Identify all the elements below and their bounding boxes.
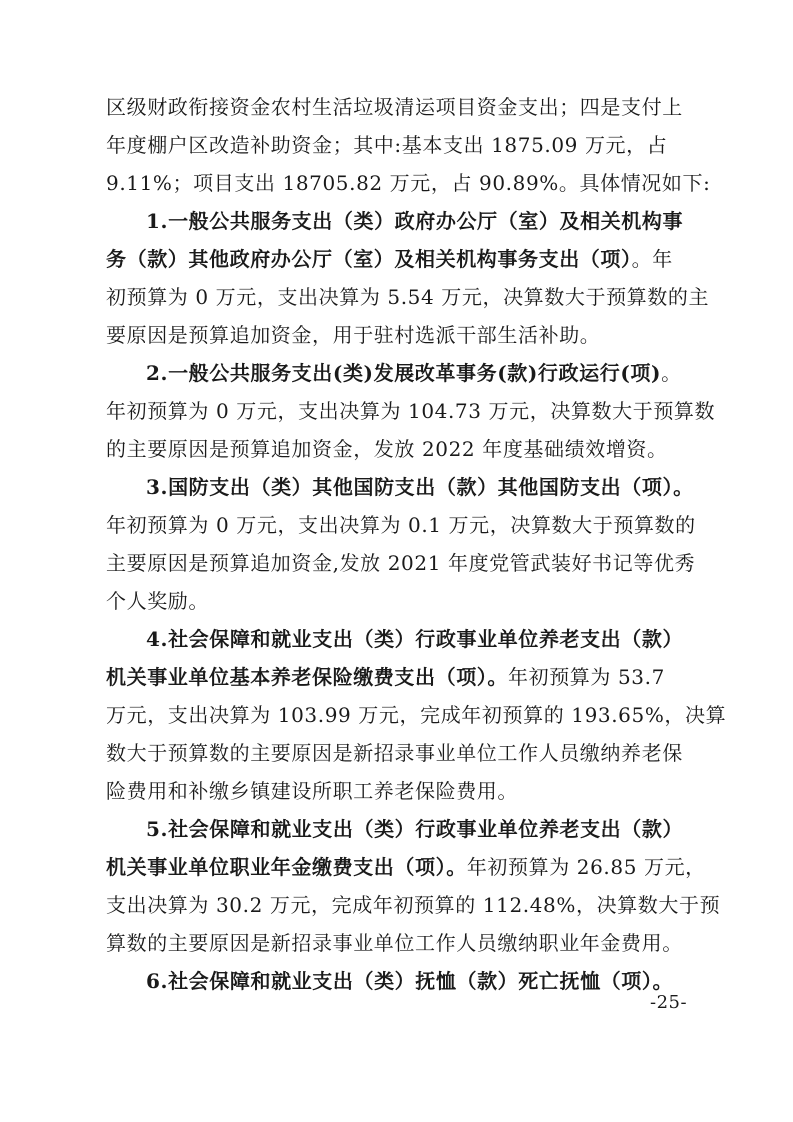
text-segment: 的主要原因是预算追加资金，发放 2022 年度基础绩效增资。	[106, 437, 668, 461]
text-line	[106, 240, 690, 278]
text-segment: 年初预算为 0 万元，支出决算为 0.1 万元，决算数大于预算数的	[106, 513, 696, 537]
text-segment: 初预算为 0 万元，支出决算为 5.54 万元，决算数大于预算数的主	[106, 285, 710, 309]
text-line	[106, 278, 710, 316]
text-line	[106, 354, 690, 392]
bold-text-segment: 1.一般公共服务支出（类）政府办公厅（室）及相关机构事	[146, 209, 684, 233]
text-line	[106, 544, 696, 582]
text-line	[106, 810, 690, 848]
bold-text-segment: 5.社会保障和就业支出（类）行政事业单位养老支出（款）	[146, 817, 684, 841]
text-segment: 数大于预算数的主要原因是新招录事业单位工作人员缴纳养老保	[106, 741, 683, 765]
text-segment: 要原因是预算追加资金，用于驻村选派干部生活补助。	[106, 323, 601, 347]
text-line	[106, 620, 690, 658]
bold-text-segment: 4.社会保障和就业支出（类）行政事业单位养老支出（款）	[146, 627, 684, 651]
text-line	[106, 126, 690, 164]
page-number: -25-	[650, 992, 688, 1013]
text-segment: 年初预算为 26.85 万元，	[466, 855, 706, 879]
text-line	[106, 392, 716, 430]
text-line	[106, 696, 727, 734]
bold-text-segment: 务（款）其他政府办公厅（室）及相关机构事务支出（项）	[106, 247, 632, 271]
text-segment: 年初预算为 0 万元，支出决算为 104.73 万元，决算数大于预算数	[106, 399, 716, 423]
text-line	[106, 658, 690, 696]
text-line	[106, 848, 706, 886]
text-segment: 算数的主要原因是新招录事业单位工作人员缴纳职业年金费用。	[106, 931, 683, 955]
text-segment: 万元，支出决算为 103.99 万元，完成年初预算的 193.65%，决算	[106, 703, 727, 727]
bold-text-segment: 3.国防支出（类）其他国防支出（款）其他国防支出（项）。	[146, 475, 694, 499]
bold-text-segment: 6.社会保障和就业支出（类）抚恤（款）死亡抚恤（项）。	[146, 969, 674, 993]
text-segment: 年初预算为 53.7	[508, 665, 665, 689]
text-line	[106, 430, 690, 468]
bold-text-segment: 机关事业单位职业年金缴费支出（项）。	[106, 855, 467, 879]
text-segment: 。年	[631, 247, 673, 271]
text-line	[106, 468, 694, 506]
text-line	[106, 506, 696, 544]
text-line	[106, 962, 690, 1000]
text-segment: 主要原因是预算追加资金,发放 2021 年度党管武装好书记等优秀	[106, 551, 696, 575]
document-body	[106, 88, 727, 1000]
text-segment: 险费用和补缴乡镇建设所职工养老保险费用。	[106, 779, 518, 803]
text-line	[106, 88, 690, 126]
bold-text-segment: 机关事业单位基本养老保险缴费支出（项）。	[106, 665, 508, 689]
text-segment: 年度棚户区改造补助资金；其中:基本支出 1875.09 万元，占	[106, 133, 668, 157]
text-line	[106, 886, 721, 924]
text-line	[106, 734, 690, 772]
text-segment: 支出决算为 30.2 万元，完成年初预算的 112.48%，决算数大于预	[106, 893, 721, 917]
text-line	[106, 582, 690, 620]
text-segment: 。	[661, 361, 682, 385]
text-segment: 区级财政衔接资金农村生活垃圾清运项目资金支出；四是支付上	[106, 95, 683, 119]
text-segment: 9.11%；项目支出 18705.82 万元，占 90.89%。具体情况如下:	[106, 171, 711, 195]
bold-text-segment: 2.一般公共服务支出(类)发展改革事务(款)行政运行(项)	[146, 361, 662, 385]
text-line	[106, 772, 690, 810]
text-line	[106, 202, 690, 240]
text-line	[106, 316, 690, 354]
text-segment: 个人奖励。	[106, 589, 209, 613]
text-line	[106, 164, 711, 202]
text-line	[106, 924, 690, 962]
